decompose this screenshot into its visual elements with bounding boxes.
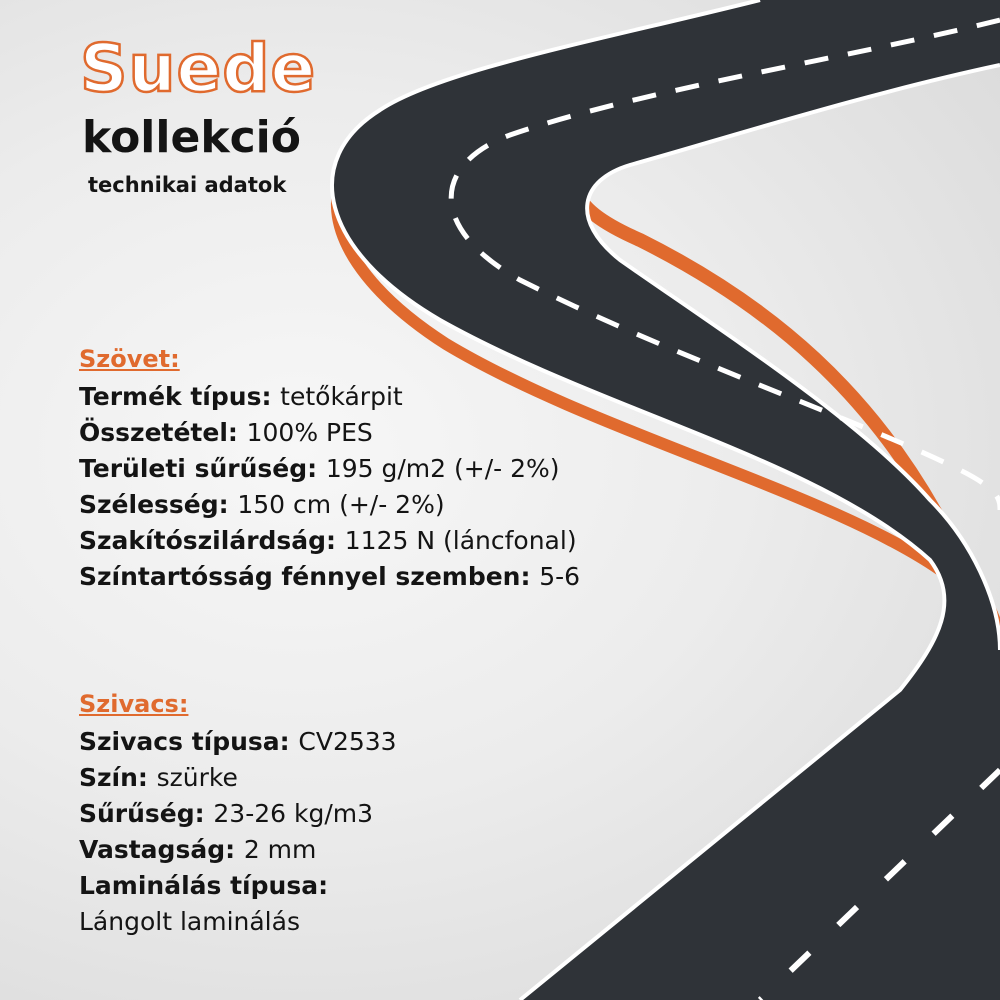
spec-row <box>79 904 397 940</box>
spec-key: Színtartósság fénnyel szemben: <box>79 562 531 591</box>
spec-key: Szivacs típusa: <box>79 727 290 756</box>
spec-key: Területi sűrűség: <box>79 454 318 483</box>
spec-row <box>79 832 397 868</box>
spec-row <box>79 559 580 595</box>
spec-key: Laminálás típusa: <box>79 871 329 900</box>
spec-value: 150 cm (+/- 2%) <box>237 490 445 519</box>
spec-value: 23-26 kg/m3 <box>213 799 374 828</box>
foam-heading: Szivacs: <box>79 690 189 718</box>
spec-value: tetőkárpit <box>280 382 403 411</box>
foam-section <box>79 690 397 940</box>
spec-key: Szakítószilárdság: <box>79 526 337 555</box>
spec-key: Vastagság: <box>79 835 236 864</box>
caption: technikai adatok <box>88 173 287 197</box>
spec-value: 195 g/m2 (+/- 2%) <box>325 454 560 483</box>
spec-row <box>79 415 580 451</box>
spec-row <box>79 451 580 487</box>
spec-row <box>79 796 397 832</box>
spec-key: Szélesség: <box>79 490 229 519</box>
brand-title: Suede <box>80 30 317 107</box>
spec-value: Lángolt laminálás <box>79 907 300 936</box>
spec-row <box>79 868 397 904</box>
spec-key: Termék típus: <box>79 382 272 411</box>
spec-value: CV2533 <box>298 727 397 756</box>
fabric-heading: Szövet: <box>79 345 180 373</box>
spec-value: 5-6 <box>539 562 581 591</box>
spec-row <box>79 724 397 760</box>
spec-row <box>79 523 580 559</box>
spec-value: 1125 N (láncfonal) <box>344 526 577 555</box>
spec-value: szürke <box>156 763 238 792</box>
collection-subtitle: kollekció <box>82 112 301 163</box>
spec-row <box>79 760 397 796</box>
spec-key: Szín: <box>79 763 148 792</box>
spec-key: Sűrűség: <box>79 799 205 828</box>
spec-row <box>79 379 580 415</box>
fabric-section <box>79 345 580 595</box>
spec-key: Összetétel: <box>79 418 238 447</box>
spec-row <box>79 487 580 523</box>
spec-value: 2 mm <box>243 835 317 864</box>
spec-value: 100% PES <box>246 418 373 447</box>
